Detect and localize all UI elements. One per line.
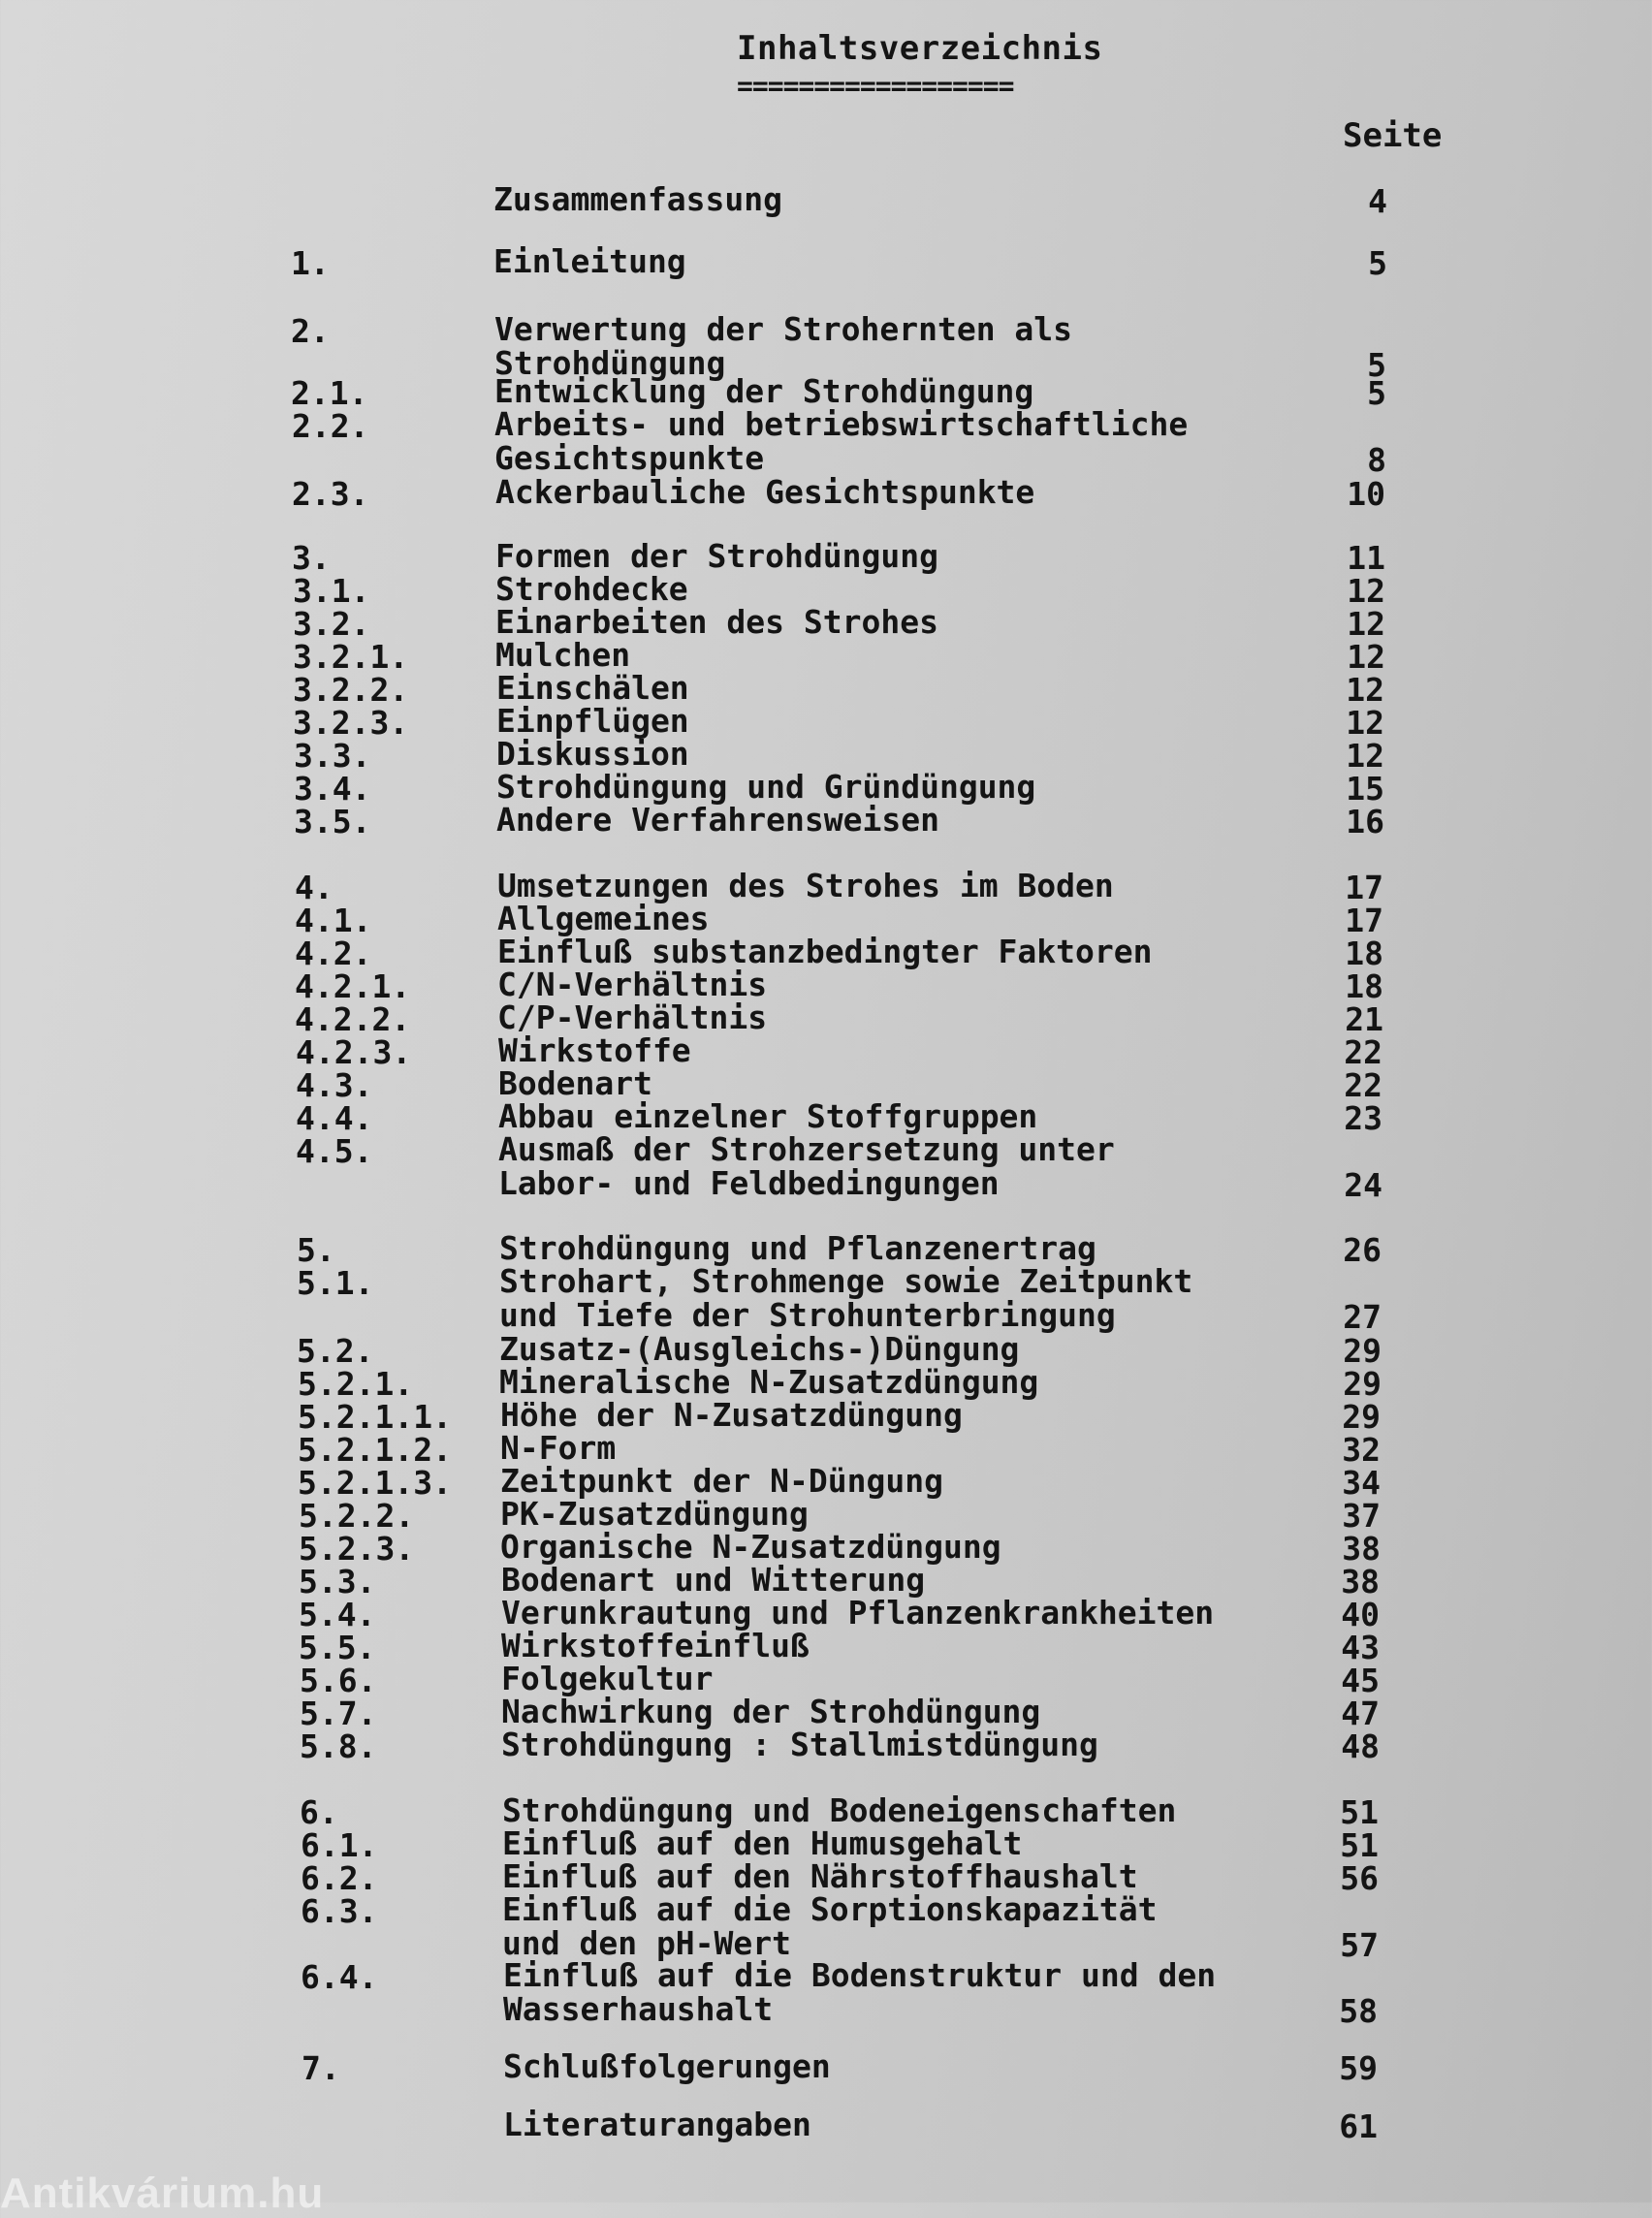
toc-entry-number: 5.2.1.	[298, 1365, 414, 1403]
toc-entry-number: 3.2.	[293, 605, 370, 643]
toc-entry-page: 47	[1341, 1695, 1380, 1732]
toc-entry-number: 4.1.	[295, 902, 372, 939]
toc-entry-title: Verwertung der Strohernten als Strohdüngung	[494, 310, 1073, 382]
toc-entry-page: 26	[1343, 1231, 1382, 1269]
toc-entry-page: 18	[1345, 935, 1383, 972]
toc-entry-page: 5	[1367, 346, 1386, 384]
toc-entry-number: 5.2.2.	[299, 1497, 415, 1535]
toc-entry-page: 48	[1341, 1727, 1380, 1765]
toc-entry-title: C/P-Verhältnis	[497, 998, 768, 1036]
toc-entry-page: 51	[1340, 1793, 1379, 1831]
toc-entry-number: 5.2.3.	[299, 1530, 415, 1568]
toc-entry-number: 3.	[292, 539, 331, 577]
toc-entry-page: 22	[1344, 1066, 1382, 1104]
toc-entry-title: Einpflügen	[496, 702, 689, 740]
toc-entry-page: 21	[1345, 1000, 1383, 1038]
toc-entry-page: 38	[1342, 1530, 1381, 1568]
title-underline: ==================	[737, 70, 1014, 102]
toc-entry-page: 59	[1339, 2049, 1378, 2087]
toc-entry	[0, 803, 1652, 841]
toc-entry-number: 4.2.2.	[295, 1000, 411, 1038]
toc-entry-page: 29	[1343, 1332, 1382, 1370]
toc-entry-title: Höhe der N-Zusatzdüngung	[500, 1396, 963, 1434]
toc-entry-page: 12	[1346, 737, 1384, 775]
toc-entry-title: Einschälen	[496, 669, 689, 707]
toc-entry-page: 12	[1347, 605, 1385, 643]
toc-entry-title: Ackerbauliche Gesichtspunkte	[495, 473, 1035, 511]
toc-entry-number: 5.2.1.1.	[298, 1398, 452, 1436]
toc-entry-page: 23	[1344, 1099, 1382, 1137]
toc-entry-number: 4.2.3.	[296, 1033, 412, 1071]
toc-entry-page: 24	[1344, 1166, 1382, 1204]
toc-entry-title: Umsetzungen des Strohes im Boden	[497, 867, 1114, 904]
toc-entry-number: 6.	[300, 1793, 338, 1831]
toc-entry	[0, 2049, 1652, 2088]
toc-entry-page: 16	[1346, 803, 1384, 840]
toc-entry-page: 43	[1341, 1629, 1380, 1666]
toc-entry-number: 4.5.	[296, 1132, 373, 1170]
toc-entry-page: 61	[1339, 2107, 1378, 2145]
toc-entry-title: PK-Zusatzdüngung	[500, 1495, 809, 1533]
toc-entry	[0, 1262, 1652, 1336]
toc-entry	[0, 1727, 1652, 1766]
toc-entry-number: 5.1.	[297, 1264, 374, 1302]
toc-entry-number: 3.4.	[294, 770, 371, 808]
toc-entry-page: 22	[1344, 1033, 1382, 1071]
toc-entry-page: 12	[1346, 704, 1384, 742]
toc-entry-title: Zusatz-(Ausgleichs-)Düngung	[499, 1330, 1020, 1368]
toc-entry-page: 11	[1347, 539, 1385, 577]
toc-entry-title: Strohdüngung und Gründüngung	[496, 768, 1036, 806]
toc-entry-number: 4.2.	[295, 935, 372, 972]
toc-entry-page: 45	[1341, 1662, 1380, 1699]
toc-entry-number: 7.	[302, 2049, 340, 2087]
toc-entry-title: Nachwirkung der Strohdüngung	[501, 1693, 1041, 1730]
toc-entry-number: 3.3.	[294, 737, 371, 775]
toc-entry-title: Mineralische N-Zusatzdüngung	[499, 1363, 1039, 1401]
toc-entry-page: 17	[1345, 902, 1383, 939]
toc-entry-number: 4.2.1.	[295, 967, 411, 1005]
toc-entry-page: 57	[1340, 1926, 1379, 1964]
toc-entry-page: 29	[1343, 1365, 1382, 1403]
toc-entry-title: Diskussion	[496, 735, 689, 773]
toc-entry-title: Ausmaß der Strohzersetzung unter Labor- und Feldbedingungen	[498, 1130, 1115, 1202]
toc-entry-number: 4.4.	[296, 1099, 373, 1137]
toc-entry-title: Literaturangaben	[503, 2106, 811, 2143]
toc-entry	[0, 244, 1652, 283]
toc-entry-title: Andere Verfahrensweisen	[496, 801, 939, 839]
toc-entry-title: Einleitung	[493, 242, 686, 280]
toc-entry	[0, 405, 1652, 479]
toc-entry-page: 32	[1342, 1431, 1381, 1469]
toc-entry-title: Folgekultur	[501, 1660, 714, 1697]
toc-entry	[0, 1890, 1652, 1964]
toc-entry-number: 5.5.	[299, 1629, 376, 1666]
toc-entry-title: Strohdüngung und Pflanzenertrag	[499, 1229, 1096, 1267]
toc-entry-number: 2.1.	[291, 374, 368, 412]
toc-entry-title: Abbau einzelner Stoffgruppen	[498, 1097, 1038, 1135]
toc-entry-page: 18	[1345, 967, 1383, 1005]
toc-entry-page: 5	[1368, 244, 1387, 282]
toc-entry-page: 10	[1347, 475, 1385, 513]
toc-entry-number: 3.2.2.	[293, 671, 409, 709]
toc-entry-page: 12	[1347, 638, 1385, 676]
toc-entry-page: 27	[1343, 1298, 1382, 1336]
watermark-text: Antikvárium.hu	[0, 2170, 325, 2217]
toc-entry-number: 5.2.	[297, 1332, 374, 1370]
toc-entry-title: Entwicklung der Strohdüngung	[494, 372, 1034, 410]
toc-entry	[0, 310, 1652, 384]
toc-entry-number: 5.2.1.3.	[298, 1464, 452, 1502]
toc-entry-title: Arbeits- und betriebswirtschaftliche Gesichtspunkte	[494, 405, 1189, 477]
toc-entry-number: 4.	[295, 869, 334, 906]
toc-entry-page: 51	[1340, 1826, 1379, 1864]
toc-entry-page: 12	[1347, 572, 1385, 610]
toc-entry-title: Bodenart und Witterung	[501, 1561, 926, 1599]
toc-entry-number: 5.4.	[299, 1596, 376, 1633]
toc-entry-title: Einfluß auf den Humusgehalt	[502, 1824, 1023, 1862]
toc-entry-page: 15	[1346, 770, 1384, 808]
toc-entry-number: 3.2.1.	[293, 638, 409, 676]
toc-entry-title: Allgemeines	[497, 900, 710, 937]
toc-entry-number: 4.3.	[296, 1066, 373, 1104]
toc-entry	[0, 1956, 1652, 2030]
toc-entry-title: Organische N-Zusatzdüngung	[500, 1528, 1001, 1566]
toc-entry	[0, 182, 1652, 221]
toc-entry-title: Schlußfolgerungen	[503, 2047, 831, 2085]
toc-entry-title: Mulchen	[495, 636, 631, 674]
toc-entry-page: 37	[1342, 1497, 1381, 1535]
toc-entry-number: 6.4.	[301, 1958, 378, 1996]
toc-entry-number: 3.1.	[293, 572, 370, 610]
toc-entry-number: 5.2.1.2.	[298, 1431, 452, 1469]
toc-entry-number: 5.8.	[300, 1727, 377, 1765]
toc-entry-title: Formen der Strohdüngung	[495, 537, 938, 575]
toc-entry-title: Einfluß auf die Sorptionskapazität und den pH-Wert	[502, 1890, 1158, 1962]
toc-entry-title: Strohdüngung : Stallmistdüngung	[501, 1726, 1098, 1763]
toc-entry-number: 5.3.	[299, 1563, 376, 1600]
page-title: Inhaltsverzeichnis	[737, 29, 1103, 68]
toc-entry-title: Wirkstoffe	[498, 1031, 691, 1069]
toc-entry-page: 34	[1342, 1464, 1381, 1502]
toc-entry-title: Bodenart	[498, 1064, 652, 1102]
toc-entry-page: 40	[1341, 1596, 1380, 1633]
toc-entry-page: 4	[1368, 182, 1387, 220]
toc-entry-number: 2.	[291, 312, 330, 350]
toc-entry-title: Wirkstoffeinfluß	[501, 1627, 810, 1664]
toc-entry-title: Zusammenfassung	[493, 180, 783, 218]
toc-entry-title: Einfluß auf die Bodenstruktur und den Wasserhaushalt	[503, 1956, 1217, 2028]
toc-entry-title: Einfluß auf den Nährstoffhaushalt	[502, 1857, 1138, 1895]
toc-entry-title: Strohart, Strohmenge sowie Zeitpunkt und Tiefe der Strohunterbringung	[499, 1262, 1193, 1334]
toc-entry-page: 8	[1367, 441, 1386, 479]
toc-entry-number: 5.6.	[300, 1662, 377, 1699]
toc-entry-title: Einfluß substanzbedingter Faktoren	[497, 933, 1153, 970]
toc-entry-page: 29	[1342, 1398, 1381, 1436]
toc-entry-title: Zeitpunkt der N-Düngung	[500, 1462, 943, 1500]
toc-entry	[0, 2107, 1652, 2146]
toc-entry-number: 5.	[297, 1231, 335, 1269]
toc-entry-number: 3.5.	[294, 803, 371, 840]
toc-entry-number: 5.7.	[300, 1695, 377, 1732]
toc-entry-title: Verunkrautung und Pflanzenkrankheiten	[501, 1594, 1215, 1632]
toc-entry-page: 38	[1341, 1563, 1380, 1600]
toc-entry-title: C/N-Verhältnis	[497, 966, 768, 1003]
toc-entry-page: 58	[1339, 1992, 1378, 2030]
toc-entry-page: 12	[1346, 671, 1384, 709]
toc-entry	[0, 1130, 1652, 1204]
toc-entry-number: 2.3.	[292, 475, 369, 513]
toc-entry-page: 17	[1345, 869, 1383, 906]
page-column-header: Seite	[1343, 116, 1443, 155]
toc-entry-page: 5	[1367, 374, 1386, 412]
toc-entry-title: N-Form	[500, 1429, 617, 1467]
toc-entry-number: 6.2.	[301, 1859, 378, 1897]
toc-entry-number: 2.2.	[292, 407, 369, 445]
toc-entry-title: Strohdecke	[495, 570, 688, 608]
toc-entry-title: Strohdüngung und Bodeneigenschaften	[502, 1791, 1177, 1829]
toc-entry-number: 6.3.	[301, 1892, 378, 1930]
toc-entry	[0, 475, 1652, 514]
toc-entry-number: 1.	[291, 244, 330, 282]
toc-entry-title: Einarbeiten des Strohes	[495, 603, 938, 641]
toc-entry-number: 6.1.	[301, 1826, 378, 1864]
toc-entry-number: 3.2.3.	[293, 704, 409, 742]
toc-entry-page: 56	[1340, 1859, 1379, 1897]
